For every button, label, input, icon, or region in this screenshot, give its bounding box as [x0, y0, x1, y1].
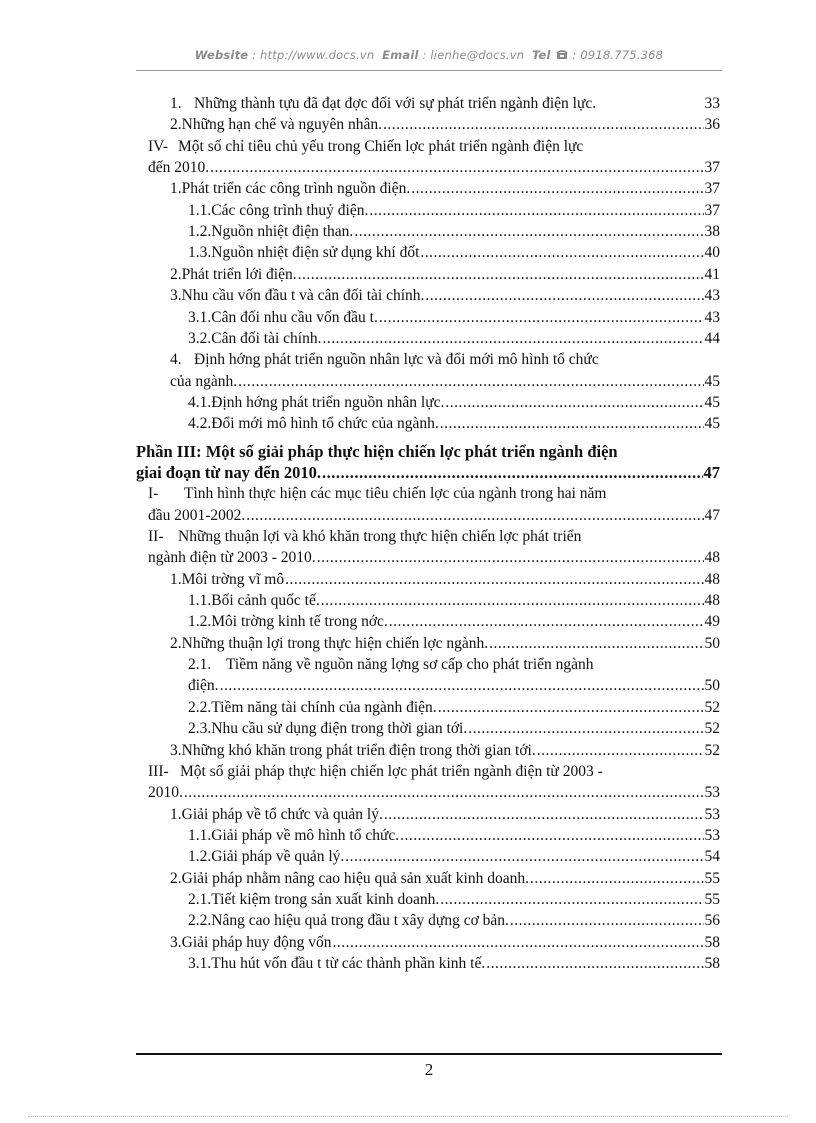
- toc-entry-title: điện.: [188, 677, 219, 694]
- toc-entry-page: 56: [704, 912, 720, 929]
- toc-entry-page: 44: [704, 330, 720, 347]
- toc-entry: [170, 350, 720, 370]
- toc-entry-page: 52: [704, 720, 720, 737]
- toc-entry-number: 2.1.: [188, 656, 212, 673]
- toc-entry-title: 2010.: [148, 784, 183, 801]
- toc-entry-title: Cân đối nhu cầu vốn đầu t.: [211, 309, 378, 326]
- toc-entry: [188, 890, 720, 910]
- website-value: : http://www.docs.vn: [252, 48, 375, 62]
- toc-leader-dots: [530, 869, 704, 889]
- toc-entry: [188, 847, 720, 867]
- toc-entry: [170, 741, 720, 761]
- toc-entry-page: 45: [704, 373, 720, 390]
- toc-leader-dots: [489, 634, 703, 654]
- toc-entry-title: Nguồn nhiệt điện than.: [211, 223, 354, 240]
- toc-entry: [188, 612, 720, 632]
- toc-entry-title: của ngành.: [170, 373, 238, 390]
- toc-entry-number: 4.1.: [188, 394, 212, 411]
- toc-leader-dots: [468, 719, 703, 739]
- toc-entry: [170, 179, 720, 199]
- tel-value: : 0918.775.368: [572, 48, 664, 62]
- toc-entry: [148, 548, 720, 568]
- toc-entry-title: Các công trình thuỷ điện.: [211, 202, 369, 219]
- toc-entry-number: 3.1.: [188, 955, 212, 972]
- toc-entry-title: Tiết kiệm trong sản xuất kinh doanh.: [211, 891, 440, 908]
- toc-entry-page: 36: [704, 116, 720, 133]
- toc-entry: [148, 137, 720, 157]
- toc-entry-title: Tình hình thực hiện các mục tiêu chiến lợc của ngành trong hai năm: [184, 485, 607, 502]
- toc-entry: [170, 94, 720, 114]
- toc-leader-dots: [445, 393, 703, 413]
- toc-entry-page: 58: [704, 934, 720, 951]
- footer-divider: [136, 1053, 722, 1055]
- toc-entry-number: 1.2.: [188, 613, 212, 630]
- toc-entry-page: 58: [704, 955, 720, 972]
- toc-entry-title: Nhu cầu sử dụng điện trong thời gian tới.: [211, 720, 468, 737]
- toc-entry-title: Thu hút vốn đầu t từ các thành phần kinh tế.: [211, 955, 486, 972]
- toc-entry-title: Giải pháp về quản lý.: [211, 848, 345, 865]
- tel-label: Tel: [531, 48, 551, 62]
- toc-entry: [188, 954, 720, 974]
- toc-entry-title: Tiềm năng tài chính của ngành điện.: [211, 699, 437, 716]
- toc-entry-number: 1.2.: [188, 223, 212, 240]
- toc-entry-number: 1.1.: [188, 827, 212, 844]
- toc-entry-number: 2.: [170, 635, 182, 652]
- toc-entry-title: Một số giải pháp thực hiện chiến lợc phát triển ngành điện từ 2003 -: [180, 763, 603, 780]
- toc-leader-dots: [486, 954, 703, 974]
- toc-entry-page: 48: [704, 592, 720, 609]
- toc-leader-dots: [238, 372, 703, 392]
- toc-entry: [170, 115, 720, 135]
- toc-entry-page: 48: [704, 571, 720, 588]
- toc-entry: [188, 655, 720, 675]
- toc-entry: [148, 783, 720, 803]
- toc-entry-number: 3.: [170, 287, 182, 304]
- toc-entry-number: 2.3.: [188, 720, 212, 737]
- toc-entry-page: 37: [704, 159, 720, 176]
- email-label: Email: [382, 48, 419, 62]
- toc-entry-number: II-: [148, 528, 164, 545]
- toc-entry: [170, 372, 720, 392]
- toc-leader-dots: [210, 158, 703, 178]
- toc-leader-dots: [411, 179, 703, 199]
- toc-entry-page: 47: [703, 463, 720, 482]
- toc-leader-dots: [383, 115, 704, 135]
- toc-entry-title: Phát triển lới điện.: [181, 266, 297, 283]
- toc-leader-dots: [332, 933, 703, 953]
- toc-entry-number: 2.2.: [188, 912, 212, 929]
- website-label: Website: [194, 48, 249, 62]
- toc-entry-page: 53: [704, 827, 720, 844]
- toc-entry-title: Giải pháp huy động vốn: [181, 934, 332, 951]
- toc-entry-title: Những thành tựu đã đạt đợc đối với sự phát triển ngành điện lực.: [194, 95, 597, 112]
- toc-entry-page: 49: [704, 613, 720, 630]
- toc-entry-number: 2.: [170, 266, 182, 283]
- toc-entry: [148, 158, 720, 178]
- toc-leader-dots: [246, 506, 703, 526]
- toc-entry-number: IV-: [148, 138, 169, 155]
- toc-entry-number: III-: [148, 763, 169, 780]
- email-value: : lienhe@docs.vn: [422, 48, 525, 62]
- toc-entry: [188, 329, 720, 349]
- toc-leader-dots: [285, 570, 703, 590]
- toc-entry-number: 2.: [170, 116, 182, 133]
- toc-entry: [148, 484, 720, 504]
- toc-entry-page: 53: [704, 806, 720, 823]
- toc-entry-number: 1.: [170, 806, 182, 823]
- toc-entry: [170, 634, 720, 654]
- toc-entry-title: Tiềm năng về nguồn năng lợng sơ cấp cho phát triển ngành: [226, 656, 594, 673]
- toc-entry-number: 3.2.: [188, 330, 212, 347]
- toc-entry-title: Giải pháp về mô hình tổ chức.: [211, 827, 400, 844]
- toc-entry-number: I-: [148, 485, 159, 502]
- toc-entry-number: 4.2.: [188, 415, 212, 432]
- toc-leader-dots: [322, 329, 703, 349]
- toc-entry-title: Định hớng phát triển nguồn nhân lực.: [211, 394, 445, 411]
- toc-entry: [170, 933, 720, 953]
- toc-entry-number: 2.2.: [188, 699, 212, 716]
- toc-entry-number: 2.1.: [188, 891, 212, 908]
- header-divider: [136, 70, 722, 71]
- toc-entry-number: 3.1.: [188, 309, 212, 326]
- toc-entry-title: Nâng cao hiệu quả trong đầu t xây dựng cơ bản.: [211, 912, 509, 929]
- toc-leader-dots: [384, 805, 704, 825]
- toc-entry-page: 37: [704, 180, 720, 197]
- toc-entry-page: 43: [704, 309, 720, 326]
- toc-entry-title: Cân đối tài chính.: [211, 330, 322, 347]
- toc-leader-dots: [369, 201, 703, 221]
- toc-entry-page: 43: [704, 287, 720, 304]
- toc-entry-number: 4.: [170, 351, 182, 368]
- toc-entry-number: 1.3.: [188, 244, 212, 261]
- toc-entry-page: 45: [704, 394, 720, 411]
- toc-entry-page: 55: [704, 891, 720, 908]
- toc-entry: [188, 201, 720, 221]
- toc-leader-dots: [389, 612, 704, 632]
- toc-entry-title: đầu 2001-2002.: [148, 507, 246, 524]
- toc-entry-page: 52: [704, 699, 720, 716]
- toc-entry: [188, 719, 720, 739]
- toc-entry-title: Nhu cầu vốn đầu t và cân đối tài chính.: [181, 287, 425, 304]
- toc-leader-dots: [400, 826, 703, 846]
- toc-entry-title: Đổi mới mô hình tổ chức của ngành.: [211, 415, 439, 432]
- toc-entry-page: 50: [704, 635, 720, 652]
- toc-entry-page: 47: [704, 507, 720, 524]
- toc-entry-page: 33: [704, 95, 720, 112]
- page-number: 2: [424, 1060, 434, 1079]
- toc-entry-page: 45: [704, 415, 720, 432]
- toc-entry-page: 37: [704, 202, 720, 219]
- toc-entry-title: Phát triển các công trình nguồn điện.: [181, 180, 411, 197]
- toc-leader-dots: [420, 243, 703, 263]
- toc-entry: [188, 676, 720, 696]
- toc-entry: [170, 570, 720, 590]
- toc-entry: [188, 308, 720, 328]
- toc-entry-title: Định hớng phát triển nguồn nhân lực và đổi mới mô hình tổ chức: [194, 351, 599, 368]
- toc-entry-title: Giải pháp về tổ chức và quản lý.: [181, 806, 383, 823]
- toc-entry: [188, 414, 720, 434]
- toc-entry-title: Nguồn nhiệt điện sử dụng khí đốt: [211, 244, 420, 261]
- toc-entry: [188, 591, 720, 611]
- toc-entry-number: 1.1.: [188, 592, 212, 609]
- toc-entry-title: Môi trờng kinh tế trong nớc.: [211, 613, 388, 630]
- toc-leader-dots: [321, 591, 704, 611]
- toc-entry-title: Phần III: Một số giải pháp thực hiện chiến lợc phát triển ngành điện: [136, 442, 618, 461]
- toc-entry-title: Một số chỉ tiêu chủ yếu trong Chiến lợc phát triển ngành điện lực: [178, 138, 584, 155]
- toc-entry-page: 38: [704, 223, 720, 240]
- toc-entry-number: 1.1.: [188, 202, 212, 219]
- toc-leader-dots: [322, 463, 702, 483]
- toc-entry-page: 41: [704, 266, 720, 283]
- toc-entry: [170, 286, 720, 306]
- toc-entry-title: Những hạn chế và nguyên nhân.: [181, 116, 382, 133]
- toc-entry: [170, 265, 720, 285]
- toc-entry-number: 1.2.: [188, 848, 212, 865]
- toc-entry-number: 2.: [170, 870, 182, 887]
- toc-entry-number: 1.: [170, 180, 182, 197]
- toc-leader-dots: [537, 741, 704, 761]
- toc-entry-title: Những thuận lợi và khó khăn trong thực hiện chiến lợc phát triển: [178, 528, 582, 545]
- toc-leader-dots: [440, 414, 704, 434]
- toc-entry-title: đến 2010.: [148, 159, 210, 176]
- toc-entry-title: Những thuận lợi trong thực hiện chiến lợc ngành.: [181, 635, 489, 652]
- toc-entry: [170, 805, 720, 825]
- toc-entry: [136, 442, 720, 462]
- toc-entry-page: 53: [704, 784, 720, 801]
- toc-entry: [188, 393, 720, 413]
- page-header: [136, 48, 722, 68]
- toc-entry-number: 1.: [170, 95, 182, 112]
- toc-entry: [148, 762, 720, 782]
- toc-entry-number: 1.: [170, 571, 182, 588]
- toc-leader-dots: [298, 265, 704, 285]
- toc-leader-dots: [184, 783, 704, 803]
- toc-entry-title: Những khó khăn trong phát triển điện trong thời gian tới.: [181, 742, 536, 759]
- toc-entry: [170, 869, 720, 889]
- toc-leader-dots: [440, 890, 703, 910]
- toc-entry: [136, 463, 720, 483]
- toc-leader-dots: [510, 911, 704, 931]
- toc-entry: [188, 826, 720, 846]
- toc-entry: [188, 243, 720, 263]
- toc-leader-dots: [345, 847, 703, 867]
- toc-entry-page: 50: [704, 677, 720, 694]
- toc-leader-dots: [317, 548, 704, 568]
- toc-entry-page: 52: [704, 742, 720, 759]
- toc-entry: [148, 527, 720, 547]
- phone-icon: [556, 50, 568, 60]
- toc-entry-title: Môi trờng vĩ mô: [181, 571, 285, 588]
- toc-leader-dots: [425, 286, 703, 306]
- toc-leader-dots: [354, 222, 703, 242]
- toc-leader-dots: [220, 676, 704, 696]
- toc-entry-title: Bối cảnh quốc tế.: [211, 592, 320, 609]
- toc-entry-title: giai đoạn từ nay đến 2010.: [136, 463, 322, 482]
- toc-entry-page: 48: [704, 549, 720, 566]
- page-edge-divider: [28, 1116, 788, 1117]
- toc-entry-page: 40: [704, 244, 720, 261]
- toc-entry-title: Giải pháp nhằm nâng cao hiệu quả sản xuất kinh doanh.: [181, 870, 529, 887]
- toc-entry: [188, 698, 720, 718]
- toc-leader-dots: [438, 698, 704, 718]
- toc-entry-page: 54: [704, 848, 720, 865]
- toc-entry: [148, 506, 720, 526]
- toc-entry-number: 3.: [170, 742, 182, 759]
- toc-entry-title: ngành điện từ 2003 - 2010.: [148, 549, 316, 566]
- toc-entry-page: 55: [704, 870, 720, 887]
- toc-leader-dots: [379, 308, 704, 328]
- toc-entry: [188, 222, 720, 242]
- toc-entry: [188, 911, 720, 931]
- toc-entry-number: 3.: [170, 934, 182, 951]
